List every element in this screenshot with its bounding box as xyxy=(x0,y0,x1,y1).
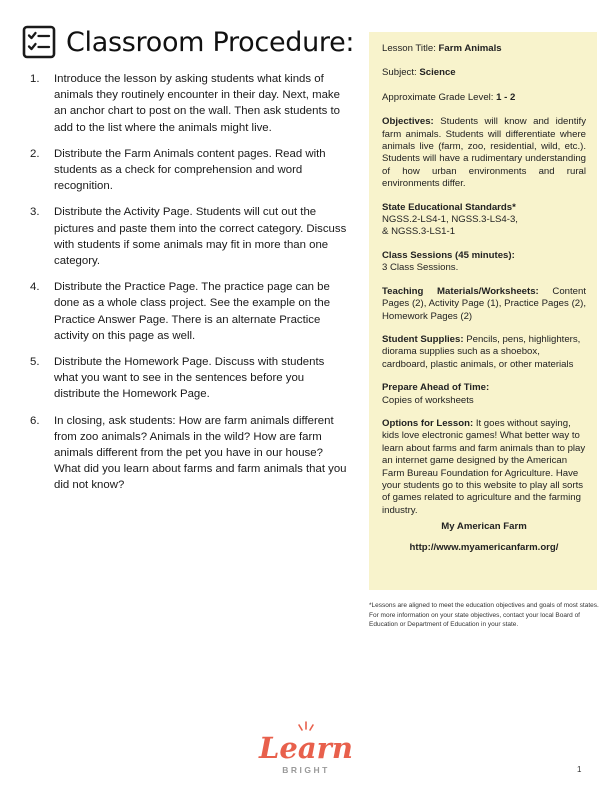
website-name: My American Farm xyxy=(441,521,527,533)
lesson-title-label: Lesson Title: xyxy=(382,43,436,54)
step-text: Distribute the Farm Animals content pages. Read with students as a check for comprehension and word recognition. xyxy=(54,147,326,193)
step-number: 4. xyxy=(30,281,40,294)
student-supplies-section xyxy=(382,334,586,371)
procedure-list xyxy=(30,71,348,504)
procedure-step xyxy=(30,146,348,195)
teaching-materials-section xyxy=(382,286,586,323)
student-supplies-text: Pencils, pens, highlighters, diorama supplies such as a shoebox, cardboard, plastic animals, or other materials xyxy=(382,333,581,370)
procedure-step xyxy=(30,71,348,136)
student-supplies-label: Student Supplies: xyxy=(382,333,464,345)
subject-row xyxy=(382,67,586,79)
step-number: 6. xyxy=(30,414,40,427)
lesson-title-value: Farm Animals xyxy=(438,43,502,54)
step-number: 1. xyxy=(30,73,40,85)
objectives-section xyxy=(382,116,586,190)
standards-line: & NGSS.3-LS1-1 xyxy=(382,226,456,238)
logo-subword: BRIGHT xyxy=(282,765,330,775)
standards-line: NGSS.2-LS4-1, NGSS.3-LS4-3, xyxy=(382,214,518,226)
page-title: Classroom Procedure: xyxy=(66,26,355,58)
teaching-materials-label: Teaching Materials/Worksheets: xyxy=(382,285,539,297)
step-text: Distribute the Activity Page. Students will cut out the pictures and paste them into the correct category. Discuss with students if some animals may fit in more than one category. xyxy=(54,206,347,268)
checklist-icon xyxy=(22,25,56,59)
step-text: In closing, ask students: How are farm animals different from zoo animals? Animals in the wild? How are farm animals different from the pet you have in our house? What did you learn about farms and farm animals that you did not know? xyxy=(54,414,347,492)
procedure-step xyxy=(30,204,348,269)
step-text: Distribute the Homework Page. Discuss with students what you want to see in the sentences before you distribute the Homework Page. xyxy=(54,356,325,401)
objectives-label: Objectives: xyxy=(382,116,434,128)
grade-level-row xyxy=(382,92,586,104)
class-sessions-section xyxy=(382,250,586,275)
grade-level-label: Approximate Grade Level: xyxy=(382,91,494,103)
step-text: Distribute the Practice Page. The practice page can be done as a whole class project. See the example on the Practice Answer Page. There is an alternate Practice activity on this page as well. xyxy=(54,281,331,342)
step-number: 5. xyxy=(30,356,40,369)
lesson-info-sidebar xyxy=(369,32,597,590)
grade-level-value: 1 - 2 xyxy=(496,91,516,103)
subject-label: Subject: xyxy=(382,67,417,79)
teaching-materials-text: Content Pages (2), Activity Page (1), Practice Pages (2), Homework Pages (2) xyxy=(382,285,587,322)
logo-word: Learn xyxy=(259,731,353,765)
step-text: Introduce the lesson by asking students what kinds of animals they routinely encounter in their day. Next, make an anchor chart to post on the wall. Then ask students to add to the list where the animals might live. xyxy=(54,73,340,134)
class-sessions-text: 3 Class Sessions. xyxy=(382,262,459,274)
subject-value: Science xyxy=(419,67,456,79)
procedure-step xyxy=(30,354,348,403)
objectives-text: Students will know and identify farm animals. Students will differentiate where animals live (farm, zoo, residential, wild, etc.). Students will have a rudimentary understanding of how urban environments and rural environments differ. xyxy=(382,116,586,190)
learn-bright-logo xyxy=(248,720,364,778)
standards-section xyxy=(382,202,586,239)
lesson-title-row xyxy=(382,43,586,55)
class-sessions-label: Class Sessions (45 minutes): xyxy=(382,249,515,261)
procedure-step xyxy=(30,413,348,494)
lesson-options-section xyxy=(382,418,586,517)
step-number: 2. xyxy=(30,147,40,160)
page-header xyxy=(22,20,354,64)
website-url[interactable]: http://www.myamericanfarm.org/ xyxy=(409,541,559,553)
prepare-ahead-section xyxy=(382,382,586,407)
step-number: 3. xyxy=(30,206,40,219)
standards-label: State Educational Standards* xyxy=(382,201,516,213)
lesson-options-label: Options for Lesson: xyxy=(382,417,474,429)
standards-footnote: *Lessons are aligned to meet the education objectives and goals of most states. For more information on your state objectives, contact your local Board of Education or Department of Education in your state. xyxy=(369,602,599,629)
prepare-ahead-label: Prepare Ahead of Time: xyxy=(382,382,490,394)
page-number: 1 xyxy=(577,765,582,774)
prepare-ahead-text: Copies of worksheets xyxy=(382,394,474,406)
procedure-step xyxy=(30,279,348,344)
spark-icon xyxy=(299,722,313,730)
lesson-options-text: It goes without saying, kids love electronic games! What better way to learn about farms and farm animals than to play an internet game designed by the American Farm Bureau Foundation for Agriculture. Have your students go to this website to play all sorts of games related to agriculture and the farming industry. xyxy=(382,417,586,516)
